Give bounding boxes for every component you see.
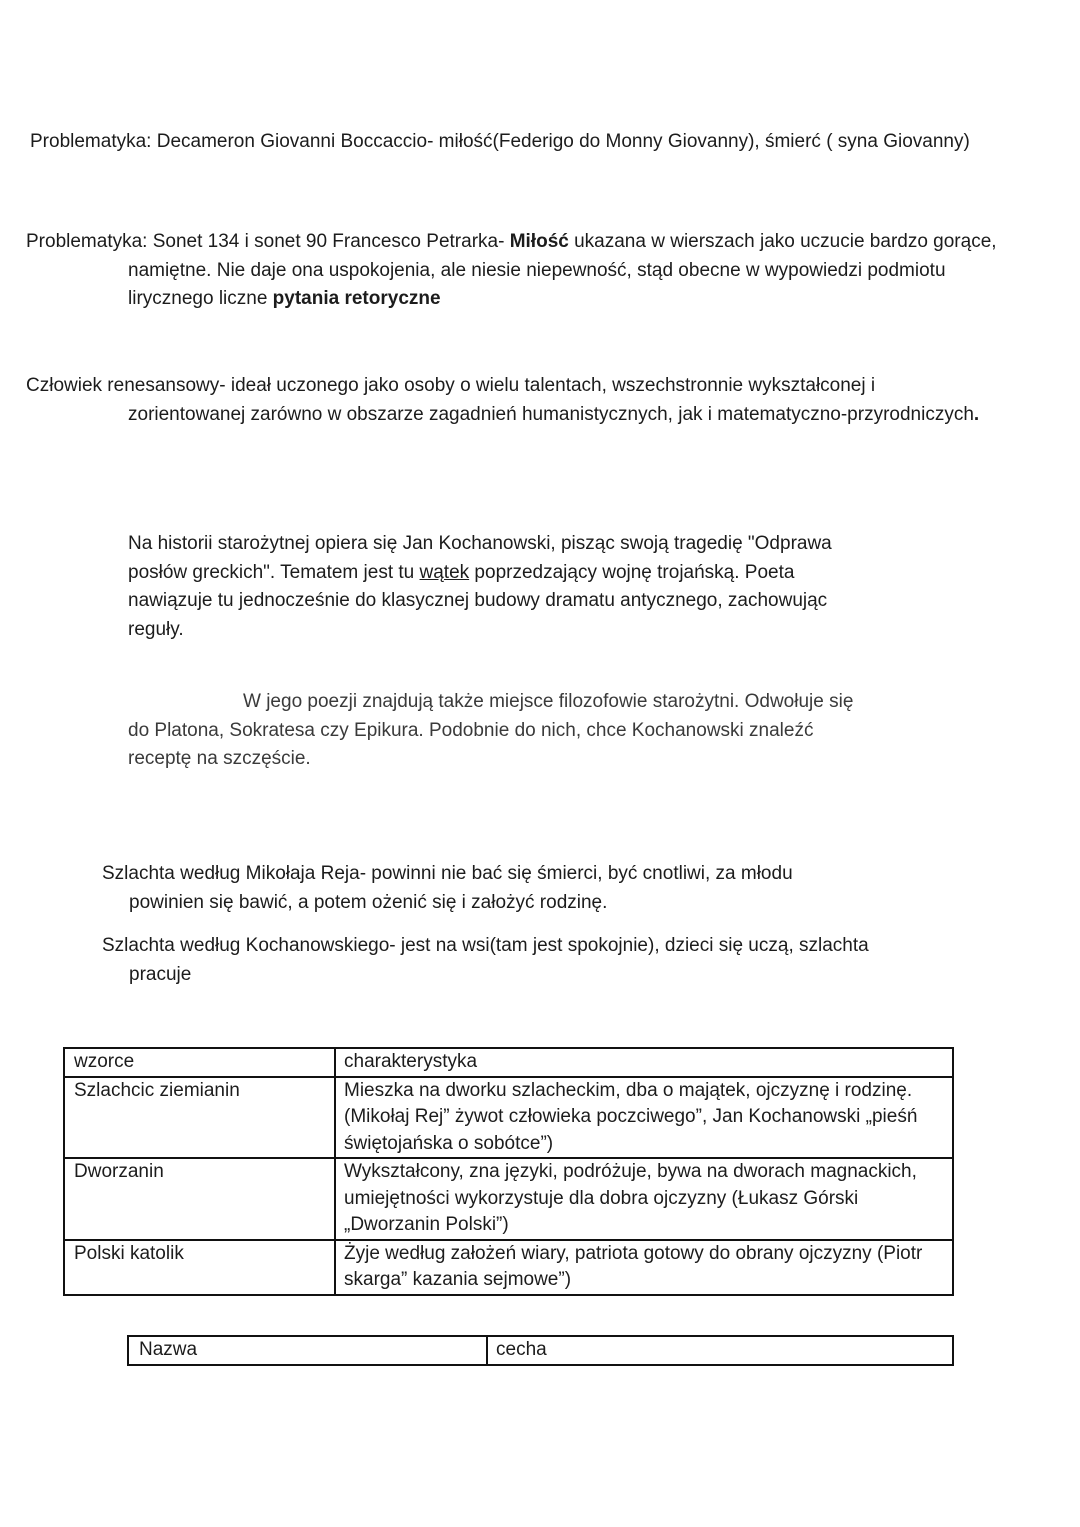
paragraph-odprawa-underlined: wątek — [419, 561, 470, 583]
paragraph-petrarka-text-1: Problematyka: Sonet 134 i sonet 90 Francesco Petrarka- — [26, 231, 510, 252]
table-cell-wzorzec: Polski katolik — [64, 1240, 335, 1295]
table-cell-wzorzec: Szlachcic ziemianin — [64, 1077, 335, 1159]
paragraph-czlowiek-renesansowy — [26, 372, 988, 429]
paragraph-boccaccio — [30, 128, 1012, 157]
paragraph-szlachta-kochanowski — [102, 932, 929, 989]
paragraph-odprawa-text-2: poprzedzający wojnę trojańską. Poeta nawiązuje tu jednocześnie do klasycznej budowy dramatu antycznego, zachowując reguły. — [128, 561, 828, 640]
paragraph-odprawa — [128, 530, 873, 644]
table-cell-charakterystyka: Wykształcony, zna języki, podróżuje, bywa na dworach magnackich, umiejętności wykorzystuje dla dobra ojczyzny (Łukasz Górski „Dworzanin Polski”) — [335, 1158, 953, 1240]
paragraph-czlowiek-text: Człowiek renesansowy- ideał uczonego jako osoby o wielu talentach, wszechstronnie wykształconej i zorientowanej zarówno w obszarze zagadnień humanistycznych, jak i matematyczno-przyrodniczych — [26, 375, 974, 425]
paragraph-czlowiek-bold-end: . — [973, 403, 980, 425]
table-row — [64, 1077, 953, 1159]
table-row — [64, 1240, 953, 1295]
paragraph-szlachta-kochanowski-text: Szlachta według Kochanowskiego- jest na wsi(tam jest spokojnie), dzieci się uczą, szlachta pracuje — [102, 935, 869, 985]
table-header-wzorce: wzorce — [64, 1048, 335, 1077]
paragraph-odprawa-text-1: Na historii starożytnej opiera się Jan Kochanowski, pisząc swoją tragedię "Odprawa posłów greckich". Tematem jest tu — [128, 533, 832, 583]
table-nazwa-cecha — [127, 1335, 954, 1366]
paragraph-petrarka-text-2: ukazana w wierszach jako uczucie bardzo gorące, namiętne. Nie daje ona uspokojenia, ale niesie niepewność, stąd obecne w wypowiedzi podmiotu lirycznego liczne — [128, 231, 997, 309]
table-header-row — [64, 1048, 953, 1077]
table-row — [64, 1158, 953, 1240]
paragraph-filozofowie — [128, 688, 873, 774]
table-header-cecha: cecha — [487, 1336, 953, 1365]
paragraph-boccaccio-text: Problematyka: Decameron Giovanni Boccaccio- miłość(Federigo do Monny Giovanny), śmierć ( syna Giovanny) — [30, 131, 970, 152]
paragraph-szlachta-rej — [102, 860, 864, 917]
table-wzorce — [63, 1047, 954, 1296]
paragraph-szlachta-rej-text: Szlachta według Mikołaja Reja- powinni nie bać się śmierci, być cnotliwi, za młodu powinien się bawić, a potem ożenić się i założyć rodzinę. — [102, 863, 793, 913]
table-cell-charakterystyka: Mieszka na dworku szlacheckim, dba o majątek, ojczyznę i rodzinę. (Mikołaj Rej” żywot człowieka poczciwego”, Jan Kochanowski „pieśń świętojańska o sobótce”) — [335, 1077, 953, 1159]
paragraph-petrarka-bold-milosc: Miłość — [509, 231, 569, 252]
paragraph-petrarka-bold-pytania: pytania retoryczne — [272, 288, 441, 309]
table-cell-charakterystyka: Żyje według założeń wiary, patriota gotowy do obrany ojczyzny (Piotr skarga” kazania sejmowe”) — [335, 1240, 953, 1295]
table-header-charakterystyka: charakterystyka — [335, 1048, 953, 1077]
paragraph-petrarka — [26, 228, 998, 314]
paragraph-filozofowie-text: W jego poezji znajdują także miejsce filozofowie starożytni. Odwołuje się do Platona, Sokratesa czy Epikura. Podobnie do nich, chce Kochanowski znaleźć receptę na szczęście. — [128, 691, 854, 769]
table-header-nazwa: Nazwa — [128, 1336, 487, 1365]
table-cell-wzorzec: Dworzanin — [64, 1158, 335, 1240]
table-header-row — [128, 1336, 953, 1365]
